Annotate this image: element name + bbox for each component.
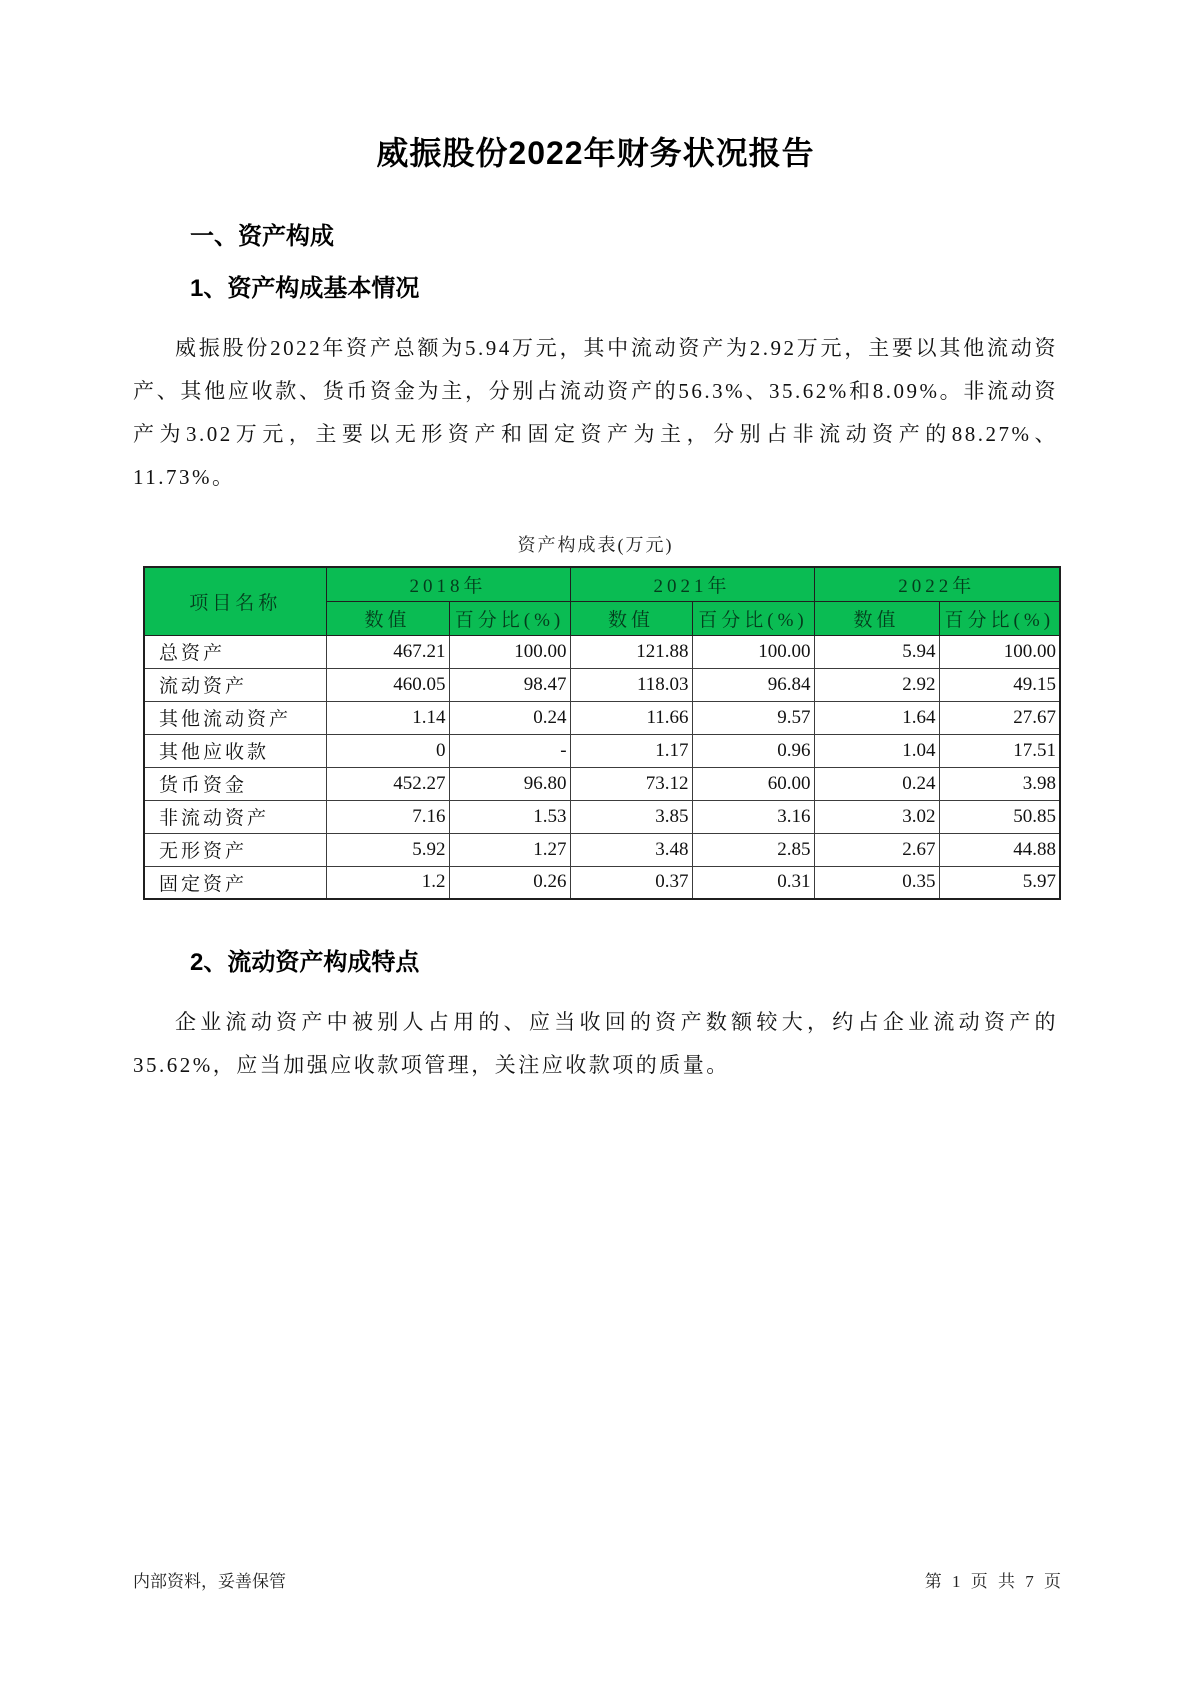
cell-value: 0.96 — [692, 734, 814, 767]
column-header-value: 数值 — [326, 601, 449, 635]
column-header-percent: 百分比(%) — [449, 601, 570, 635]
cell-value: 2.67 — [814, 833, 939, 866]
row-label: 无形资产 — [144, 833, 326, 866]
cell-value: 3.02 — [814, 800, 939, 833]
table-row — [144, 635, 1060, 668]
cell-value: 11.66 — [570, 701, 692, 734]
asset-composition-table — [143, 566, 1061, 900]
cell-value: 96.84 — [692, 668, 814, 701]
cell-value: 0.37 — [570, 866, 692, 899]
page-footer — [133, 1567, 1064, 1592]
column-header-percent: 百分比(%) — [939, 601, 1060, 635]
cell-value: 1.04 — [814, 734, 939, 767]
cell-value: 0.26 — [449, 866, 570, 899]
cell-value: 60.00 — [692, 767, 814, 800]
column-header-item-name: 项目名称 — [144, 567, 326, 635]
cell-value: 1.17 — [570, 734, 692, 767]
cell-value: 100.00 — [939, 635, 1060, 668]
row-label: 固定资产 — [144, 866, 326, 899]
column-header-value: 数值 — [570, 601, 692, 635]
footer-confidential-note: 内部资料，妥善保管 — [133, 1572, 286, 1591]
table-row — [144, 767, 1060, 800]
table-row — [144, 734, 1060, 767]
cell-value: 98.47 — [449, 668, 570, 701]
row-label: 总资产 — [144, 635, 326, 668]
cell-value: 2.92 — [814, 668, 939, 701]
cell-value: 467.21 — [326, 635, 449, 668]
asset-overview-paragraph: 威振股份2022年资产总额为5.94万元，其中流动资产为2.92万元，主要以其他流动资产、其他应收款、货币资金为主，分别占流动资产的56.3%、35.62%和8.09%。非流动资产为3.02万元，主要以无形资产和固定资产为主，分别占非流动资产的88.27%、11.73%。 — [133, 336, 1058, 489]
cell-value: 9.57 — [692, 701, 814, 734]
cell-value: 0.31 — [692, 866, 814, 899]
table-row — [144, 800, 1060, 833]
asset-table-body — [144, 635, 1060, 899]
column-header-year-2021: 2021年 — [570, 567, 814, 601]
table-row — [144, 866, 1060, 899]
row-label: 流动资产 — [144, 668, 326, 701]
cell-value: 3.98 — [939, 767, 1060, 800]
current-assets-paragraph: 企业流动资产中被别人占用的、应当收回的资产数额较大，约占企业流动资产的35.62%，应当加强应收款项管理，关注应收款项的质量。 — [133, 1010, 1058, 1077]
cell-value: 3.85 — [570, 800, 692, 833]
table-header — [144, 567, 1060, 635]
cell-value: 100.00 — [692, 635, 814, 668]
table-row — [144, 701, 1060, 734]
row-label: 其他应收款 — [144, 734, 326, 767]
cell-value: 7.16 — [326, 800, 449, 833]
cell-value: 73.12 — [570, 767, 692, 800]
table-row — [144, 833, 1060, 866]
cell-value: 17.51 — [939, 734, 1060, 767]
column-header-year-2022: 2022年 — [814, 567, 1060, 601]
cell-value: - — [449, 734, 570, 767]
cell-value: 5.97 — [939, 866, 1060, 899]
report-title: 威振股份2022年财务状况报告 — [376, 135, 815, 171]
cell-value: 44.88 — [939, 833, 1060, 866]
page-content — [133, 0, 1058, 1087]
cell-value: 27.67 — [939, 701, 1060, 734]
cell-value: 0.24 — [449, 701, 570, 734]
cell-value: 3.48 — [570, 833, 692, 866]
section-1-1-heading: 1、资产构成基本情况 — [190, 275, 420, 302]
section-1-2-heading: 2、流动资产构成特点 — [190, 949, 420, 976]
cell-value: 96.80 — [449, 767, 570, 800]
table-caption: 资产构成表(万元) — [517, 535, 674, 555]
cell-value: 452.27 — [326, 767, 449, 800]
cell-value: 5.94 — [814, 635, 939, 668]
cell-value: 1.2 — [326, 866, 449, 899]
row-label: 非流动资产 — [144, 800, 326, 833]
row-label: 货币资金 — [144, 767, 326, 800]
column-header-year-2018: 2018年 — [326, 567, 570, 601]
cell-value: 100.00 — [449, 635, 570, 668]
cell-value: 1.27 — [449, 833, 570, 866]
cell-value: 1.64 — [814, 701, 939, 734]
cell-value: 49.15 — [939, 668, 1060, 701]
table-row — [144, 668, 1060, 701]
cell-value: 2.85 — [692, 833, 814, 866]
row-label: 其他流动资产 — [144, 701, 326, 734]
footer-page-number: 第 1 页 共 7 页 — [924, 1572, 1064, 1591]
cell-value: 121.88 — [570, 635, 692, 668]
cell-value: 5.92 — [326, 833, 449, 866]
cell-value: 1.53 — [449, 800, 570, 833]
cell-value: 50.85 — [939, 800, 1060, 833]
cell-value: 0 — [326, 734, 449, 767]
cell-value: 0.24 — [814, 767, 939, 800]
column-header-value: 数值 — [814, 601, 939, 635]
column-header-percent: 百分比(%) — [692, 601, 814, 635]
table-header-row-years — [144, 567, 1060, 601]
cell-value: 118.03 — [570, 668, 692, 701]
cell-value: 1.14 — [326, 701, 449, 734]
section-1-heading: 一、资产构成 — [190, 223, 334, 250]
cell-value: 3.16 — [692, 800, 814, 833]
cell-value: 460.05 — [326, 668, 449, 701]
cell-value: 0.35 — [814, 866, 939, 899]
